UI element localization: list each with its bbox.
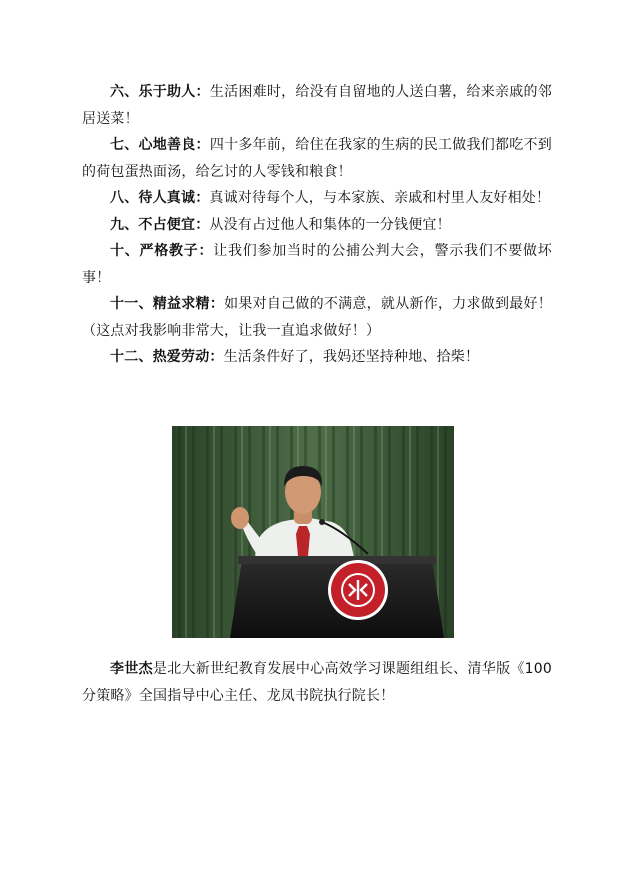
photo-caption — [82, 656, 552, 709]
speaker-photo — [172, 426, 454, 638]
item-text: 生活困难时，给没有自留地的人送白薯，给来亲戚的邻居送菜！ — [82, 84, 552, 127]
caption-paragraph — [82, 656, 552, 709]
item-text: 生活条件好了，我妈还坚持种地、拾柴！ — [223, 349, 480, 365]
body-text — [82, 79, 552, 371]
item-paragraph — [82, 291, 552, 344]
item-text: 真诚对待每个人，与本家族、亲戚和村里人友好相处！ — [209, 190, 551, 206]
item-label: 七、心地善良： — [110, 137, 210, 153]
item-paragraph — [82, 132, 552, 185]
university-emblem — [328, 560, 388, 620]
item-text: 让我们参加当时的公捕公判大会，警示我们不要做坏事！ — [82, 243, 552, 286]
item-text: 如果对自己做的不满意，就从新作，力求做到最好！（这点对我影响非常大，让我一直追求做好！） — [82, 296, 552, 339]
speaker-hand — [231, 507, 249, 529]
item-text: 从没有占过他人和集体的一分钱便宜！ — [209, 216, 451, 233]
speaker-photo-illustration — [172, 426, 454, 638]
item-paragraph — [82, 79, 552, 132]
item-label: 八、待人真诚： — [110, 190, 210, 206]
item-paragraph — [82, 185, 552, 212]
item-label: 九、不占便宜： — [110, 216, 210, 233]
item-label: 十、严格教子： — [110, 243, 214, 259]
caption-text: 是北大新世纪教育发展中心高效学习课题组组长、清华版《100 分策略》全国指导中心主任、龙凤书院执行院长！ — [82, 661, 552, 704]
item-paragraph — [82, 238, 552, 291]
item-label: 十一、精益求精： — [110, 296, 225, 312]
item-paragraph — [82, 344, 552, 371]
item-paragraph — [82, 212, 552, 239]
item-label: 十二、热爱劳动： — [110, 349, 224, 365]
item-text: 四十多年前，给住在我家的生病的民工做我们都吃不到的荷包蛋热面汤，给乞讨的人零钱和粮食！ — [82, 137, 552, 180]
item-label: 六、乐于助人： — [110, 84, 210, 100]
podium-top — [238, 556, 436, 564]
caption-name: 李世杰 — [110, 661, 153, 677]
